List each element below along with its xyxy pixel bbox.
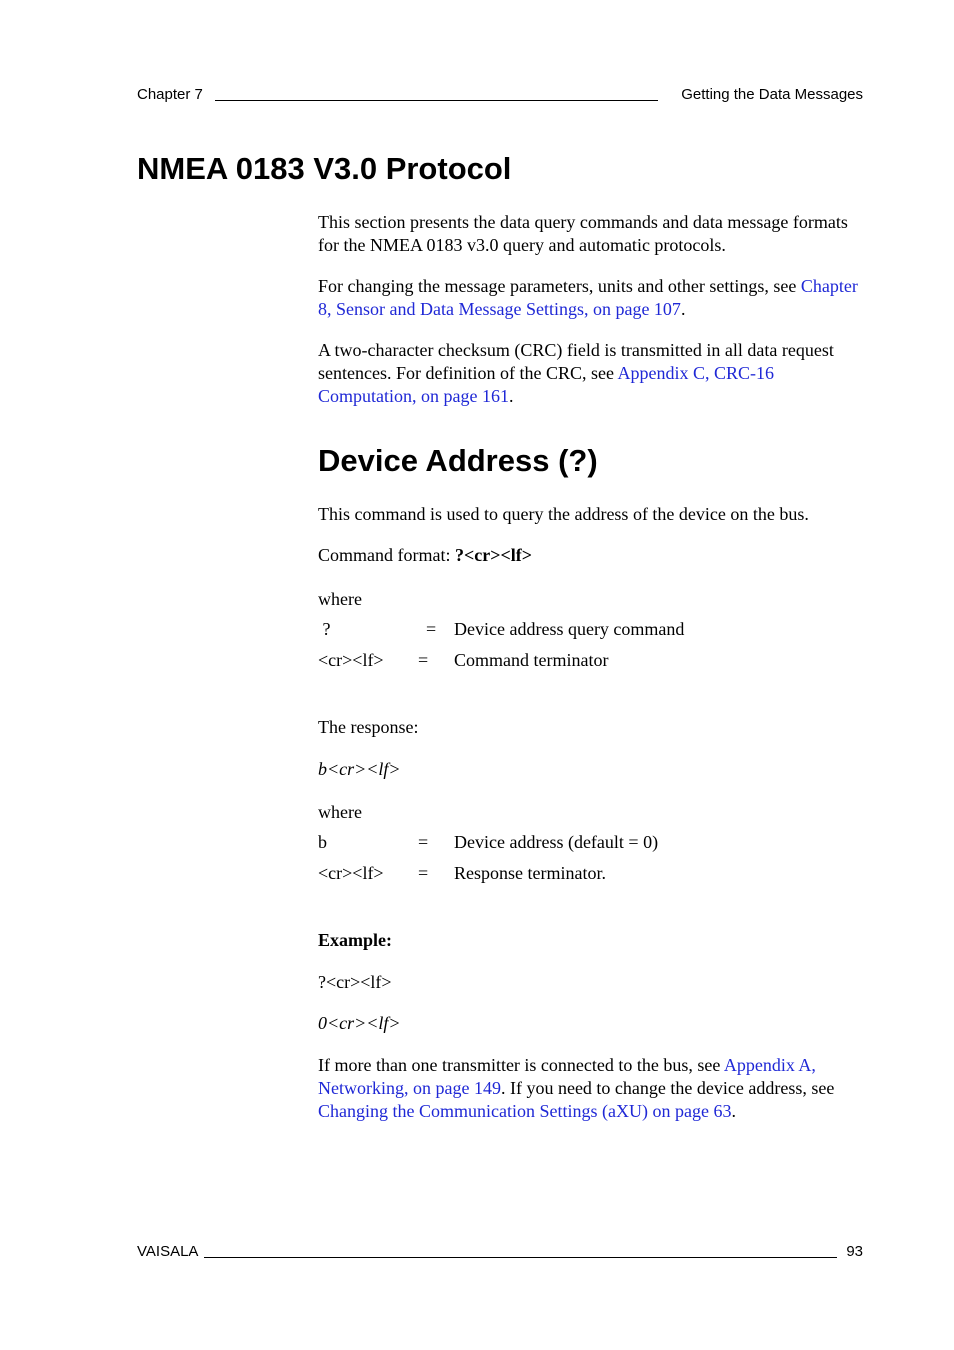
intro-p1-text: This section presents the data query commands and data message formats for the NMEA 0183 v3.0 query and automatic protocols. bbox=[318, 212, 848, 255]
footer-company: VAISALA bbox=[137, 1243, 199, 1260]
param-definition: Device address (default = 0) bbox=[454, 832, 659, 852]
final-end: . bbox=[731, 1101, 736, 1121]
param-term: <cr><lf> bbox=[318, 863, 384, 883]
example-heading bbox=[318, 929, 866, 952]
footer-rule bbox=[204, 1257, 837, 1258]
header-title: Getting the Data Messages bbox=[681, 86, 863, 103]
appendix-c-link[interactable]: Appendix C, CRC-16 Computation, on page 161 bbox=[318, 363, 774, 406]
param-equals: = bbox=[418, 832, 429, 852]
example-command-text: ?<cr><lf> bbox=[318, 972, 392, 992]
intro-p3-text: A two-character checksum (CRC) field is transmitted in all data request sentences. For definition of the CRC, see bbox=[318, 340, 834, 383]
command-format-value: ?<cr><lf> bbox=[454, 545, 532, 565]
intro-p2-text: For changing the message parameters, units and other settings, see bbox=[318, 276, 801, 296]
command-format-label: Command format: bbox=[318, 545, 455, 565]
intro-paragraph-3 bbox=[318, 339, 866, 408]
header-chapter: Chapter 7 bbox=[137, 86, 203, 103]
intro-paragraph-1 bbox=[318, 211, 866, 257]
example-command bbox=[318, 971, 866, 994]
where-label-1 bbox=[318, 588, 866, 611]
where-text-2: where bbox=[318, 802, 362, 822]
appendix-a-link[interactable]: Appendix A, Networking, on page 149 bbox=[318, 1055, 816, 1098]
command-format bbox=[318, 544, 866, 567]
header-rule bbox=[215, 100, 658, 101]
final-text-1: If more than one transmitter is connected to the bus, see bbox=[318, 1055, 724, 1075]
param-term: b bbox=[318, 832, 327, 852]
response-format bbox=[318, 758, 866, 781]
param-definition: Response terminator. bbox=[454, 863, 606, 883]
response-format-value: b<cr><lf> bbox=[318, 759, 401, 779]
subsection-title: Device Address (?) bbox=[318, 443, 598, 478]
intro-paragraph-2 bbox=[318, 275, 866, 321]
chapter8-link[interactable]: Chapter 8, Sensor and Data Message Settings, on page 107 bbox=[318, 276, 858, 319]
param-equals: = bbox=[418, 863, 429, 883]
param-equals: = bbox=[426, 619, 437, 639]
param-equals: = bbox=[418, 650, 429, 670]
intro-p3-end: . bbox=[508, 386, 514, 406]
param-term: ? bbox=[318, 619, 331, 639]
param-term: <cr><lf> bbox=[318, 650, 384, 670]
example-label: Example: bbox=[318, 930, 392, 950]
page-number: 93 bbox=[846, 1243, 863, 1260]
final-text-2: . If you need to change the device address, see bbox=[500, 1078, 835, 1098]
section-title: NMEA 0183 V3.0 Protocol bbox=[137, 151, 512, 186]
param-definition: Device address query command bbox=[454, 619, 685, 639]
response-label-text: The response: bbox=[318, 717, 419, 737]
description-text: This command is used to query the address of the device on the bus. bbox=[318, 504, 809, 524]
communication-settings-link[interactable]: Changing the Communication Settings (aXU) on page 63 bbox=[318, 1101, 732, 1121]
example-response bbox=[318, 1012, 866, 1035]
intro-p2-end: . bbox=[680, 299, 686, 319]
where-label-2 bbox=[318, 801, 866, 824]
param-definition: Command terminator bbox=[454, 650, 609, 670]
where-text-1: where bbox=[318, 589, 362, 609]
final-paragraph bbox=[318, 1054, 866, 1123]
response-label bbox=[318, 716, 866, 739]
example-response-text: 0<cr><lf> bbox=[318, 1013, 401, 1033]
device-address-description bbox=[318, 503, 866, 526]
